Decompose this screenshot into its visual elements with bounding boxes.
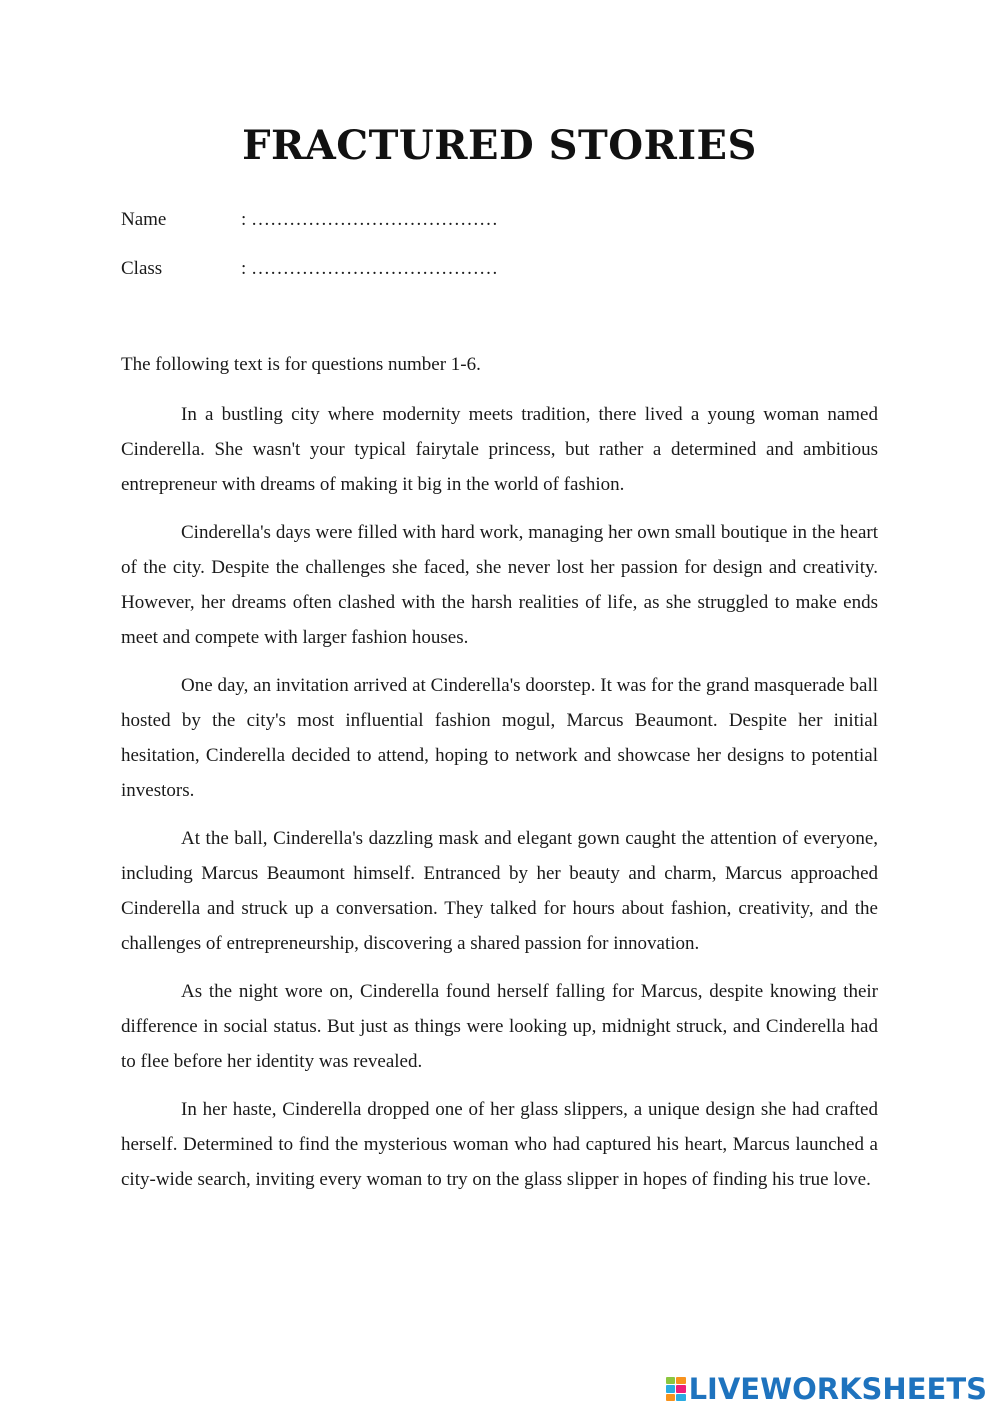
name-blank[interactable]: : ………………………………… [241, 209, 499, 230]
story-paragraph: Cinderella's days were filled with hard work, managing her own small boutique in the heart of the city. Despite the challenges she faced, she never lost her passion for design and creativity. However, her dreams often clashed with the harsh realities of life, as she struggled to make ends meet and compete with larger fashion houses. [121, 522, 878, 648]
logo-block [676, 1394, 686, 1401]
story-paragraph: At the ball, Cinderella's dazzling mask and elegant gown caught the attention of everyone, including Marcus Beaumont himself. Entranced by her beauty and charm, Marcus approached Cinderella and struck up a conversation. They talked for hours about fashion, creativity, and the challenges of entrepreneurship, discovering a shared passion for innovation. [121, 828, 878, 954]
name-field [121, 209, 498, 231]
story-text [121, 397, 878, 1210]
instructions: The following text is for questions number 1-6. [121, 354, 481, 375]
liveworksheets-logo-icon [666, 1377, 686, 1401]
name-label: Name [121, 209, 167, 230]
story-paragraph: As the night wore on, Cinderella found herself falling for Marcus, despite knowing their difference in social status. But just as things were looking up, midnight struck, and Cinderella had to flee before her identity was revealed. [121, 981, 878, 1072]
logo-block [676, 1377, 686, 1384]
story-paragraph: In a bustling city where modernity meets tradition, there lived a young woman named Cinderella. She wasn't your typical fairytale princess, but rather a determined and ambitious entrepreneur with dreams of making it big in the world of fashion. [121, 404, 878, 495]
class-field [121, 258, 498, 280]
logo-block [676, 1385, 686, 1392]
page-title: FRACTURED STORIES [242, 122, 757, 169]
logo-block [666, 1385, 676, 1392]
logo-text: LIVEWORKSHEETS [688, 1372, 987, 1406]
story-paragraph: In her haste, Cinderella dropped one of her glass slippers, a unique design she had crafted herself. Determined to find the mysterious woman who had captured his heart, Marcus launched a city-wide search, inviting every woman to try on the glass slipper in hopes of finding his true love. [121, 1099, 878, 1190]
liveworksheets-logo [666, 1373, 987, 1405]
class-label: Class [121, 258, 163, 279]
logo-block [666, 1394, 676, 1401]
story-paragraph: One day, an invitation arrived at Cinderella's doorstep. It was for the grand masquerade ball hosted by the city's most influential fashion mogul, Marcus Beaumont. Despite her initial hesitation, Cinderella decided to attend, hoping to network and showcase her designs to potential investors. [121, 675, 878, 801]
class-blank[interactable]: : ………………………………… [241, 258, 499, 279]
logo-block [666, 1377, 676, 1384]
